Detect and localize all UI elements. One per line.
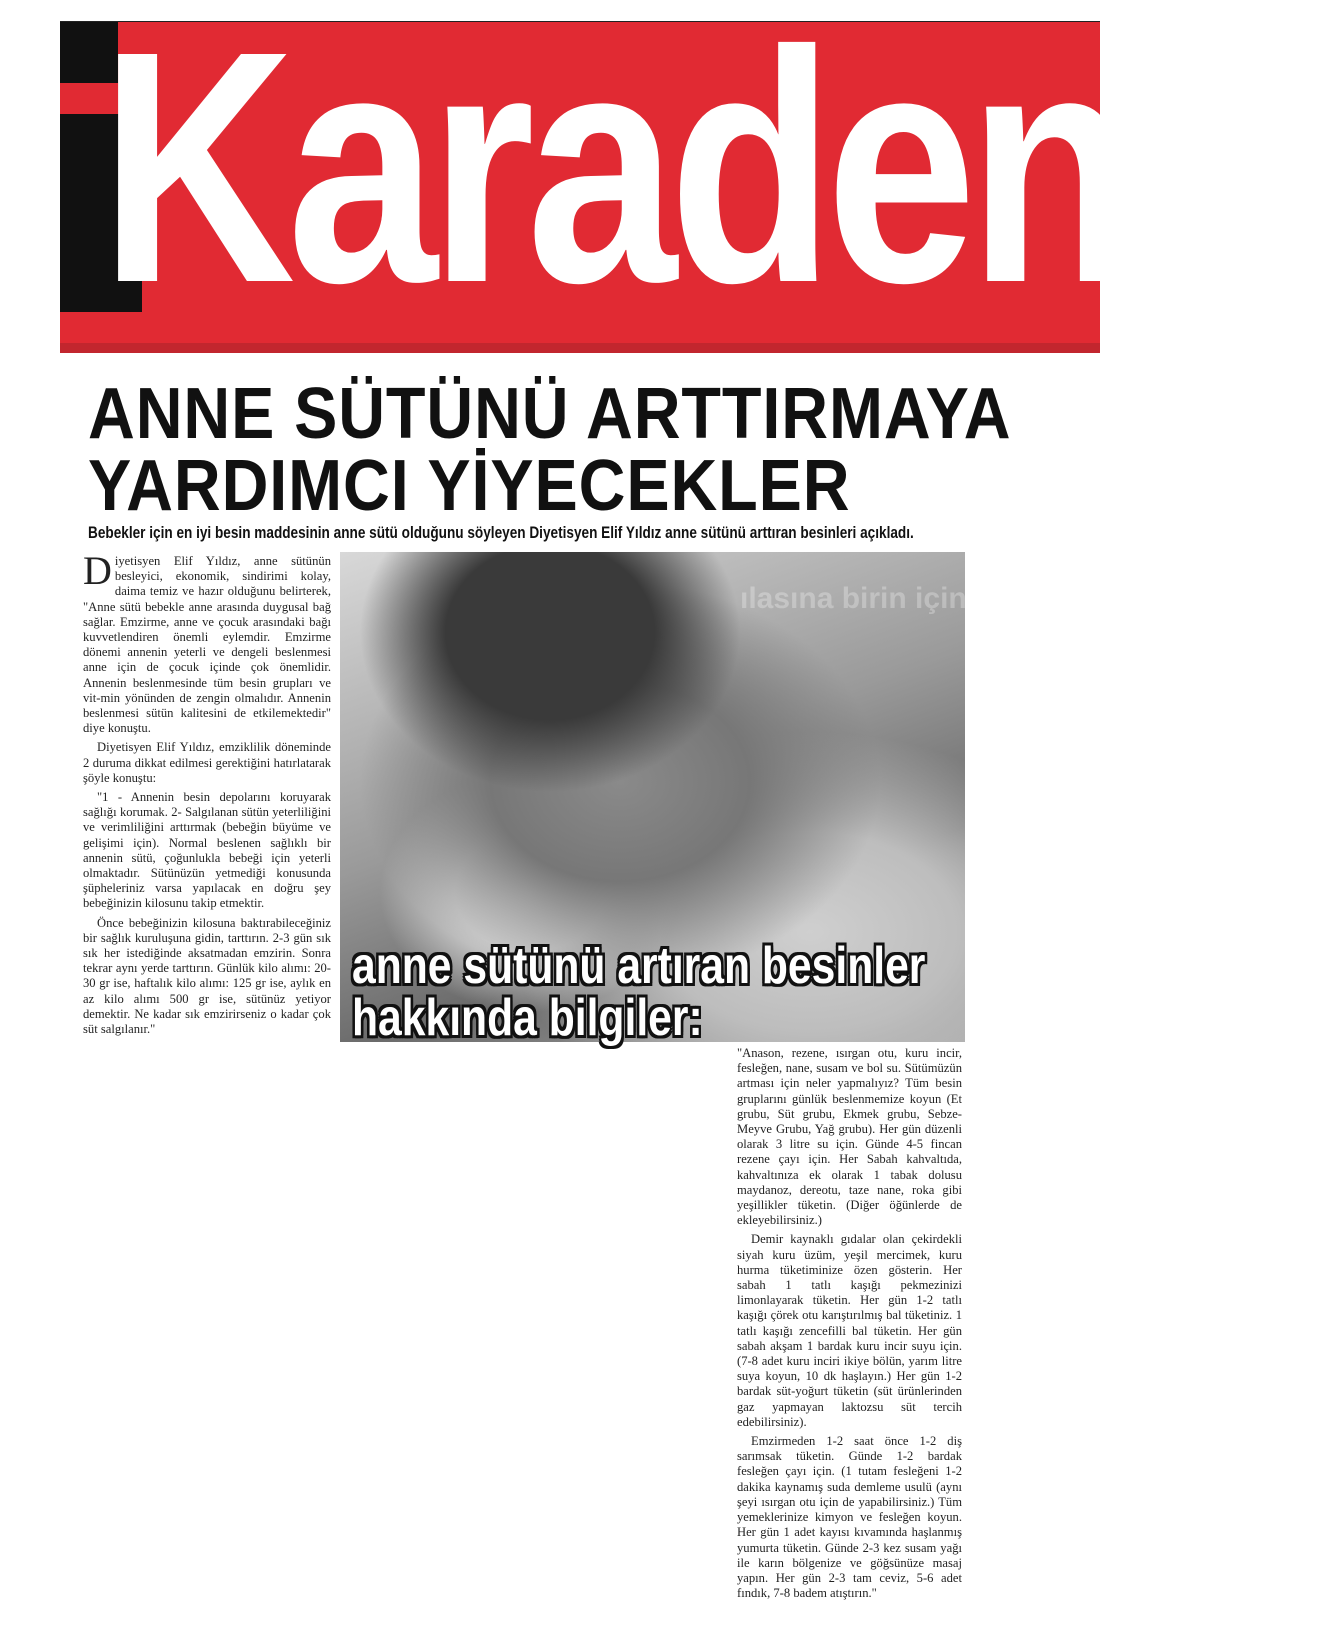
paragraph: "1 - Annenin besin depolarını koruyarak sağlığı korumak. 2- Salgılanan sütün yeterliliğini ve verimliliğini arttırmak (bebeğin büyüme ve gelişimi için). Normal beslenen sağlıklı bir annenin sütü, çoğunlukla bebeği için yeterli olmaktadır. Sütünüzün yetmediği konusunda şüpheleriniz varsa yapılacak en doğru şey bebeğinizin kilosunu takip etmektir. <box>83 790 331 911</box>
paragraph <box>83 548 331 736</box>
masthead-shadow <box>60 343 1100 353</box>
masthead <box>60 0 1319 353</box>
article-column-left <box>83 548 331 1074</box>
paragraph: Emzirmeden 1-2 saat önce 1-2 diş sarımsak tüketin. Günde 1-2 bardak fesleğen çayı için. (1 tutam fesleğeni 1-2 dakika kaynamış suda demleme usulü (aynı şeyi ısırgan otu için de yapabilirsiniz.) Tüm yemeklerinize kimyon ve fesleğen koyun. Her gün 1 adet kayısı kıvamında haşlanmış yumurta tüketin. Günde 2-3 kez susam yağı ile karın bölgenize ve göğsünüze masaj yapın. Her gün 2-3 tam ceviz, 5-6 adet fındık, 7-8 badem atıştırın." <box>737 1434 962 1601</box>
paragraph: "Anason, rezene, ısırgan otu, kuru incir, fesleğen, nane, susam ve bol su. Sütümüzün artması için neler yapmalıyız? Tüm besin gruplarını günlük beslenmemize koyun (Et grubu, Süt grubu, Ekmek grubu, Sebze-Meyve Grubu, Yağ grubu). Her gün düzenli olarak 3 litre su için. Günde 4-5 fincan rezene çayı için. Her Sabah kahvaltıda, kahvaltınıza ek olarak 1 tabak dolusu maydanoz, dereotu, taze nane, roka gibi yeşillikler tüketin. (Diğer öğünlerde de ekleyebilirsiniz.) <box>737 1046 962 1228</box>
article-lead: Bebekler için en iyi besin maddesinin anne sütü olduğunu söyleyen Diyetisyen Elif Yıldız anne sütünü arttıran besinleri açıkladı. <box>88 523 914 542</box>
article-headline <box>88 374 1012 526</box>
article-column-right <box>737 1046 962 1601</box>
caption-line: hakkında bilgiler: <box>352 989 703 1047</box>
headline-line: ANNE SÜTÜNÜ ARTTIRMAYA <box>88 374 1012 454</box>
paragraph: Diyetisyen Elif Yıldız, emziklilik döneminde 2 duruma dikkat edilmesi gerektiğini hatırlatarak şöyle konuştu: <box>83 740 331 785</box>
newspaper-logo: Karadeniz <box>100 0 1319 351</box>
photo-caption <box>352 937 926 1047</box>
baby-photo <box>340 552 967 1047</box>
paragraph: Demir kaynaklı gıdalar olan çekirdekli siyah kuru üzüm, yeşil mercimek, kuru hurma tüketiminize özen gösterin. Her sabah 1 tatlı kaşığı pekmezinizi limonlayarak tüketin. Her gün 1-2 tatlı kaşığı çörek otu karıştırılmış bal tüketiniz. 1 tatlı kaşığı zencefilli bal tüketin. Her gün sabah akşam 1 bardak kuru incir suyu için. (7-8 adet kuru inciri ikiye bölün, yarım litre suya koyun, 10 dk haşlayın.) Her gün 1-2 bardak süt-yoğurt tüketin (süt ürünlerinden gaz yapmayan laktozsu süt tercih edebilirsiniz). <box>737 1232 962 1429</box>
photo-background-text: ılasına birin için <box>740 582 967 615</box>
headline-line: YARDIMCI YİYECEKLER <box>88 446 851 526</box>
drop-cap: D <box>83 548 112 593</box>
paragraph-text: iyetisyen Elif Yıldız, anne sütünün besleyici, ekonomik, sindirimi kolay, daima temiz ve hazır olduğunu belirterek, "Anne sütü bebekle anne arasında duygusal bağ sağlar. Emzirme, anne ve çocuk arasındaki bağı kuvvetlendiren önemli eylemdir. Emzirme dönemi annenin yeterli ve dengeli beslenmesi anne için de çocuk içinde çok önemlidir. Annenin beslenmesinde tüm besin grupları ve vit-min yönünden de zengin olmalıdır. Annenin beslenmesi sütün kalitesini de etkilemektedir" diye konuştu. <box>83 554 331 736</box>
caption-line: anne sütünü artıran besinler <box>352 937 926 995</box>
paragraph: Önce bebeğinizin kilosuna baktırabileceğiniz bir sağlık kuruluşuna gidin, tarttırın. 2-3 gün sık sık her istediğinde aksatmadan emzirin. Sonra tekrar aynı yerde tarttırın. Günlük kilo alımı: 20-30 gr ise, haftalık kilo alımı: 125 gr ise, aylık en az kilo alımı 500 gr ise, sütünüz yetiyor demektir. Ne kadar sık emzirirseniz o kadar çok süt salgılanır." <box>83 915 331 1037</box>
